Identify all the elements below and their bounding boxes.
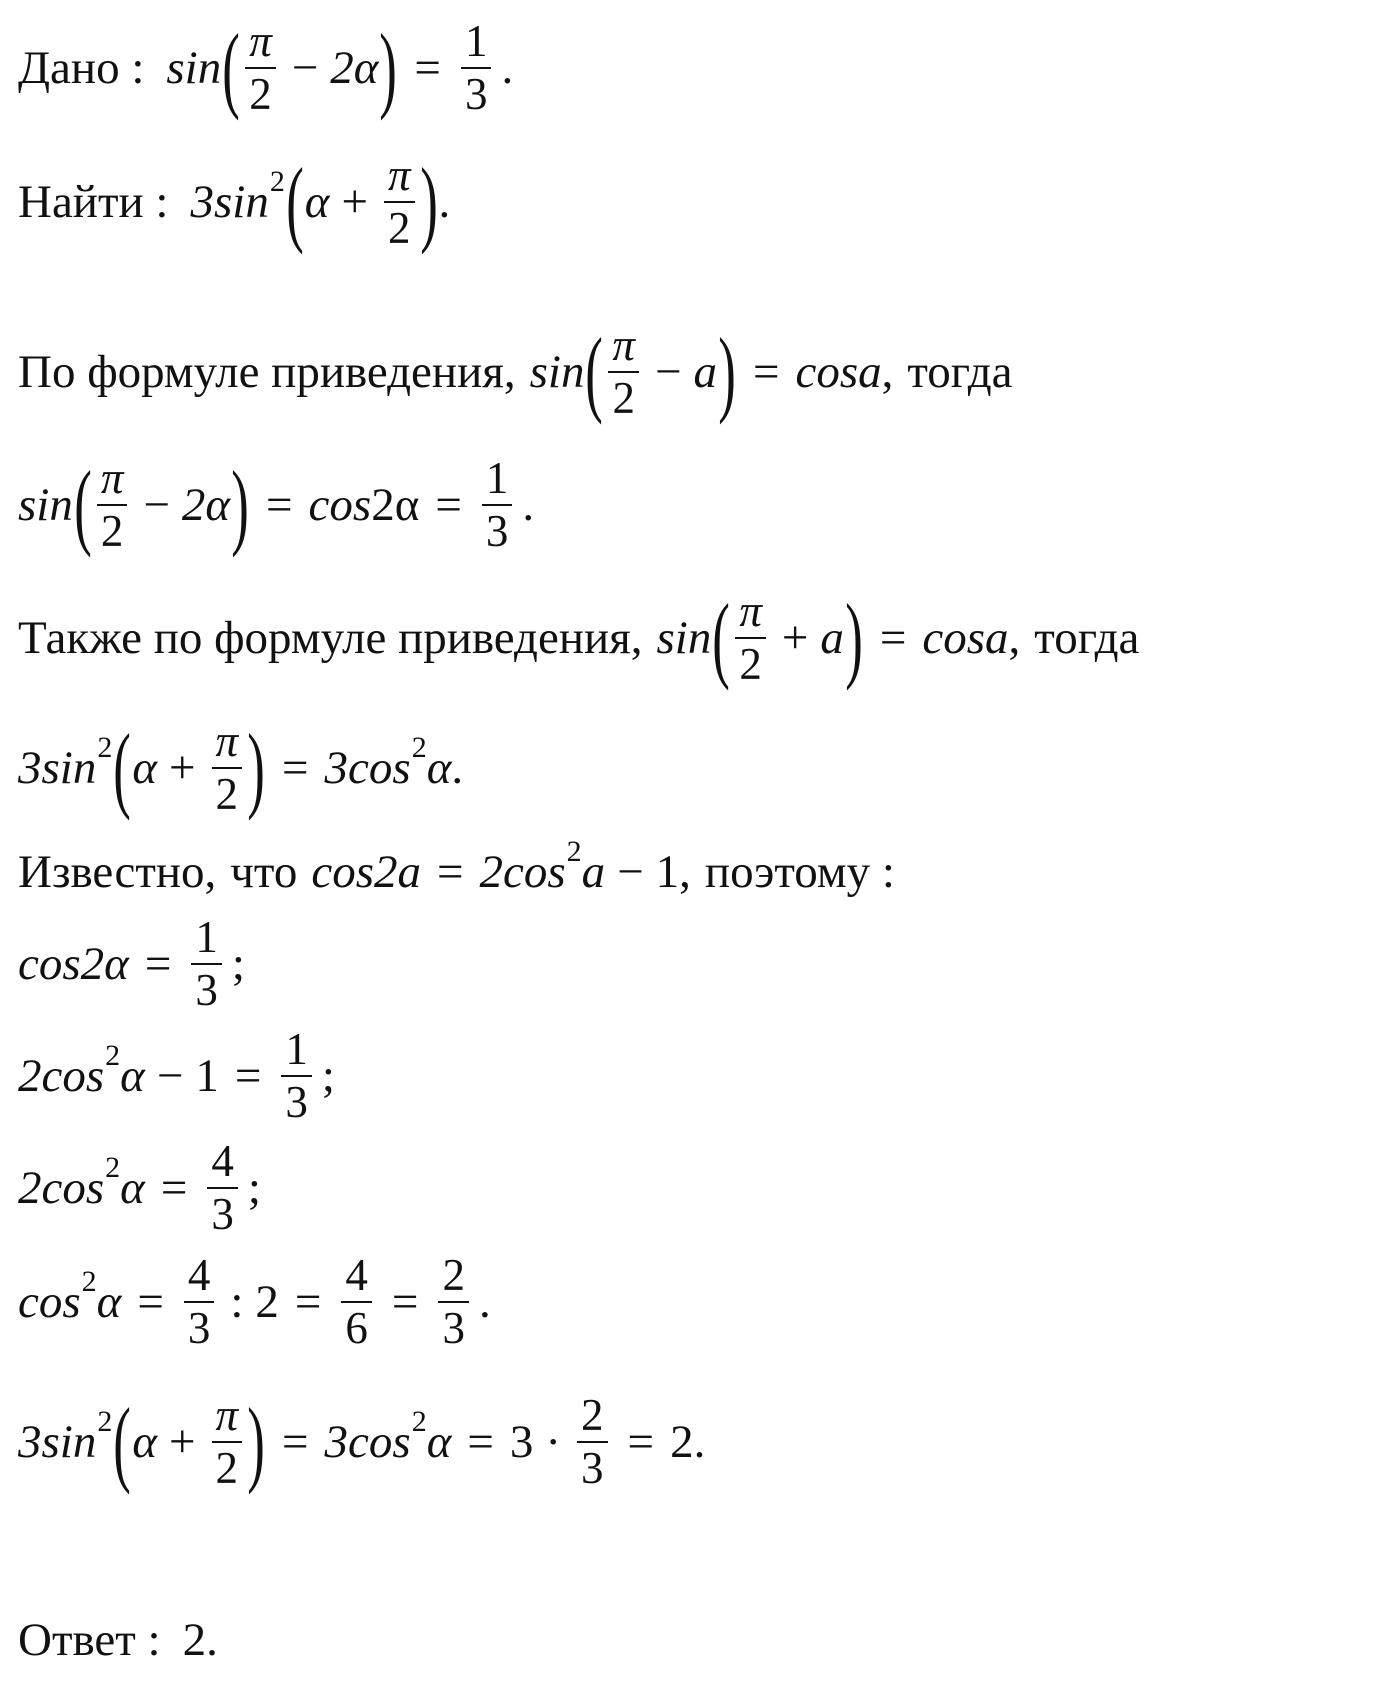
given-line: Дано : sin ( $\frac{\pi}{2}$ − 2α ) = $\frac{1}{3}$ .: [18, 14, 514, 121]
left-paren: (: [222, 14, 241, 121]
fraction-one-third: $\frac{1}{3}$: [482, 455, 513, 556]
known-identity-line: Известно, что cos 2a = 2cos 2 a − 1, поэтому :: [18, 835, 895, 898]
answer-line: [18, 1590, 218, 1690]
fraction-pi-over-2: $\frac{\pi}{2}$: [608, 322, 639, 423]
fraction-pi-over-2: $\frac{\pi}{2}$: [97, 455, 128, 556]
fraction-pi-over-2: $\frac{\pi}{2}$: [212, 718, 243, 819]
right-paren: ): [379, 14, 398, 121]
answer-label: Ответ :: [18, 1613, 161, 1666]
fraction-pi-over-2: $\frac{\pi}{2}$: [384, 152, 415, 253]
step-4-line: cos 2 α = $\frac{4}{3}$ : 2 = $\frac{4}{6}$ = $\frac{2}{3}$ .: [18, 1249, 491, 1353]
final-computation-line: 3sin 2 ( α + $\frac{\pi}{2}$ ) = 3cos 2 α = 3 · $\frac{2}{3}$ = 2 .: [18, 1388, 706, 1495]
answer-value: 2.: [182, 1613, 218, 1666]
fraction-four-thirds: $\frac{4}{3}$: [184, 1252, 215, 1353]
fraction-one-third: $\frac{1}{3}$: [461, 18, 492, 119]
sin-fn: sin: [166, 41, 222, 94]
fraction-two-thirds: $\frac{2}{3}$: [438, 1252, 469, 1353]
step-3-line: 2cos 2 α = $\frac{4}{3}$ ;: [18, 1135, 261, 1239]
sin-to-cos-line: 3sin 2 ( α + $\frac{\pi}{2}$ ) = 3cos 2 α .: [18, 714, 464, 821]
cos-2alpha-line: sin ( $\frac{\pi}{2}$ − 2α ) = cos 2α = $\frac{1}{3}$ .: [18, 451, 535, 558]
find-label: Найти :: [18, 175, 169, 228]
step-2-line: 2cos 2 α − 1 = $\frac{1}{3}$ ;: [18, 1023, 335, 1127]
fraction-one-third: $\frac{1}{3}$: [281, 1026, 312, 1127]
fraction-four-thirds: $\frac{4}{3}$: [207, 1138, 238, 1239]
fraction-pi-over-2: $\frac{\pi}{2}$: [212, 1392, 243, 1493]
fraction-one-third: $\frac{1}{3}$: [191, 914, 222, 1015]
find-line: Найти : 3sin 2 ( α + $\frac{\pi}{2}$ ) .: [18, 148, 451, 255]
also-reduction-line: Также по формуле приведения, sin ( $\frac{\pi}{2}$ + a ) = cosa , тогда: [18, 584, 1140, 691]
fraction-pi-over-2: $\frac{\pi}{2}$: [735, 588, 766, 689]
reduction-formula-line: По формуле приведения, sin ( $\frac{\pi}{2}$ − a ) = cosa , тогда: [18, 318, 1013, 425]
fraction-four-sixths: $\frac{4}{6}$: [341, 1252, 372, 1353]
fraction-pi-over-2: $\frac{\pi}{2}$: [245, 18, 276, 119]
given-label: Дано :: [18, 41, 145, 94]
fraction-two-thirds: $\frac{2}{3}$: [577, 1392, 608, 1493]
step-1-line: cos 2α = $\frac{1}{3}$ ;: [18, 911, 245, 1015]
